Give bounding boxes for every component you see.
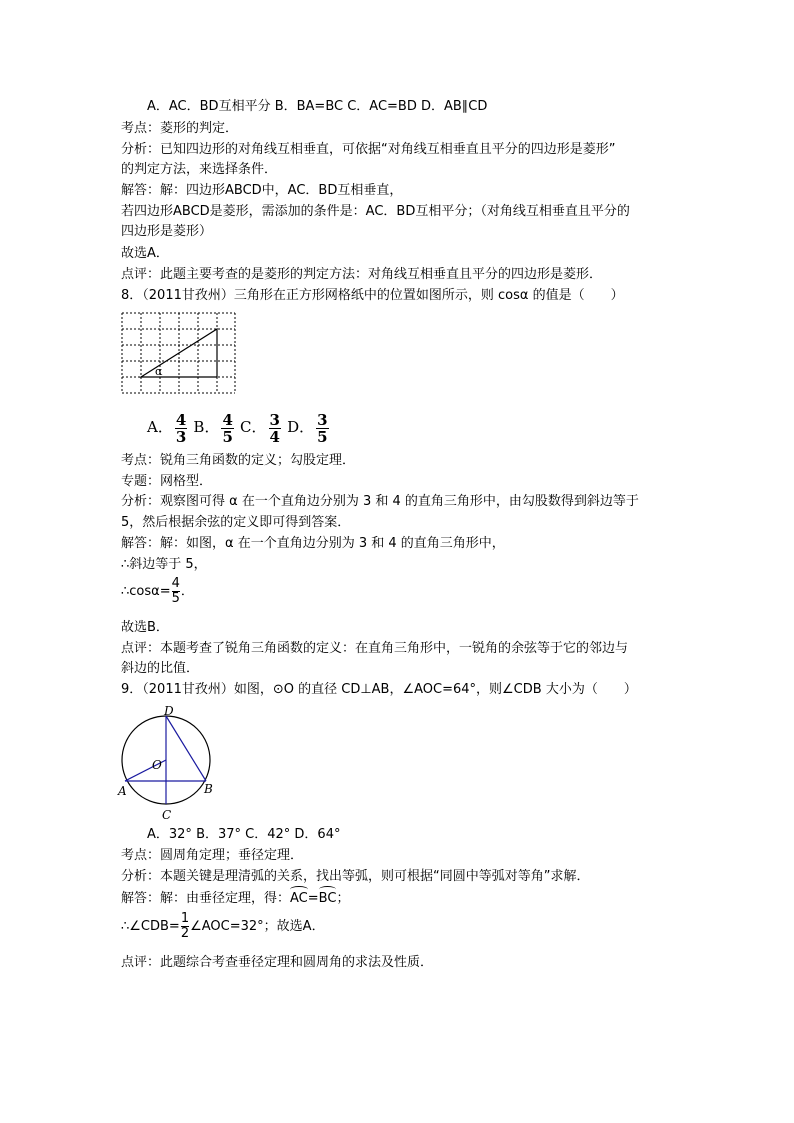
q8-option-d-letter: D． [287, 418, 315, 436]
q9-label-a: A [118, 784, 127, 798]
q9-fenxi: 分析：本题关键是理清弧的关系，找出等弧，则可根据“同圆中等弧对等角”求解． [121, 869, 590, 884]
q9-label-b: B [204, 782, 213, 796]
q7-answer: 故选A． [121, 246, 169, 261]
q8-fenxi-line1: 分析：观察图可得 α 在一个直角边分别为 3 和 4 的直角三角形中，由勾股数得到斜边等于 [121, 494, 639, 509]
q8-option-a-fraction: $\frac{4}{3}$ [175, 411, 187, 446]
q7-kaodian: 考点：菱形的判定． [121, 121, 239, 136]
q8-option-d-fraction: $\frac{3}{5}$ [317, 411, 328, 446]
q8-option-a-letter: A． [147, 418, 173, 436]
q9-jieda-suffix: ； [336, 891, 350, 906]
q8-cos-suffix: ． [180, 584, 194, 599]
q9-cdb-prefix: ∴∠CDB= [121, 919, 180, 934]
q9-chord-db [166, 716, 206, 781]
q7-pingping: 点评：此题主要考查的是菱形的判定方法：对角线互相垂直且平分的四边形是菱形． [121, 267, 603, 282]
q9-half-fraction: $\frac{1}{2}$ [180, 911, 190, 941]
q9-arc-bc: BC [318, 891, 337, 906]
q8-fenxi-line2: 5，然后根据余弦的定义即可得到答案． [121, 515, 351, 530]
q9-title: 9．（2011甘孜州）如图，⊙O 的直径 CD⊥AB，∠AOC=64°，则∠CDB 大小为（ ） [121, 682, 637, 697]
q8-answer: 故选B． [121, 620, 169, 635]
q9-label-c: C [162, 808, 172, 822]
q8-option-b-letter: B． [193, 418, 220, 436]
q8-kaodian: 考点：锐角三角函数的定义；勾股定理． [121, 453, 356, 468]
q9-label-o: O [152, 758, 162, 772]
q7-fenxi-line1: 分析：已知四边形的对角线互相垂直，可依据“对角线互相垂直且平分的四边形是菱形” [121, 142, 616, 157]
q8-jieda-line1: 解答：解：如图，α 在一个直角边分别为 3 和 4 的直角三角形中， [121, 536, 505, 551]
q9-options: A．32° B．37° C．42° D．64° [147, 827, 341, 842]
q9-label-d: D [164, 704, 174, 718]
q8-grid-figure [118, 310, 240, 406]
q7-options: A．AC．BD互相平分 B．BA=BC C．AC=BD D．AB∥CD [147, 99, 488, 114]
q7-jieda-line1: 解答：解：四边形ABCD中，AC．BD互相垂直， [121, 183, 403, 198]
q8-pingping-line2: 斜边的比值． [121, 661, 200, 676]
q9-cdb-suffix: ∠AOC=32°；故选A． [190, 919, 325, 934]
q7-fenxi-line2: 的判定方法，来选择条件． [121, 162, 278, 177]
q8-options [147, 410, 331, 446]
q9-jieda-prefix: 解答：解：由垂径定理，得： [121, 891, 291, 906]
q9-arc-ac: AC [290, 891, 308, 906]
q7-jieda-line2: 若四边形ABCD是菱形，需添加的条件是：AC．BD互相平分；（对角线互相垂直且平分的 [121, 204, 630, 219]
q8-jieda-line3 [121, 577, 194, 607]
q8-cos-fraction: $\frac{4}{5}$ [171, 576, 180, 606]
q8-zhuanti: 专题：网格型． [121, 474, 213, 489]
q9-jieda-line1 [121, 890, 349, 908]
q7-jieda-line3: 四边形是菱形） [121, 224, 213, 239]
q9-pingping: 点评：此题综合考查垂径定理和圆周角的求法及性质． [121, 955, 434, 970]
q8-option-c-letter: C． [240, 418, 267, 436]
q8-jieda-line2: ∴斜边等于 5， [121, 557, 207, 572]
q8-alpha-label: α [155, 365, 163, 378]
q8-pingping-line1: 点评：本题考查了锐角三角函数的定义：在直角三角形中，一锐角的余弦等于它的邻边与 [121, 641, 629, 656]
q8-option-b-fraction: $\frac{4}{5}$ [222, 411, 233, 446]
q8-option-c-fraction: $\frac{3}{4}$ [269, 411, 280, 446]
q9-kaodian: 考点：圆周角定理；垂径定理． [121, 848, 304, 863]
q9-jieda-line2 [121, 912, 325, 942]
q8-cos-prefix: ∴cosα= [121, 584, 171, 599]
q9-circle-figure [116, 703, 222, 823]
q8-title: 8．（2011甘孜州）三角形在正方形网格纸中的位置如图所示，则 cosα 的值是（ ） [121, 288, 624, 303]
q9-arc-equals: = [307, 891, 319, 906]
